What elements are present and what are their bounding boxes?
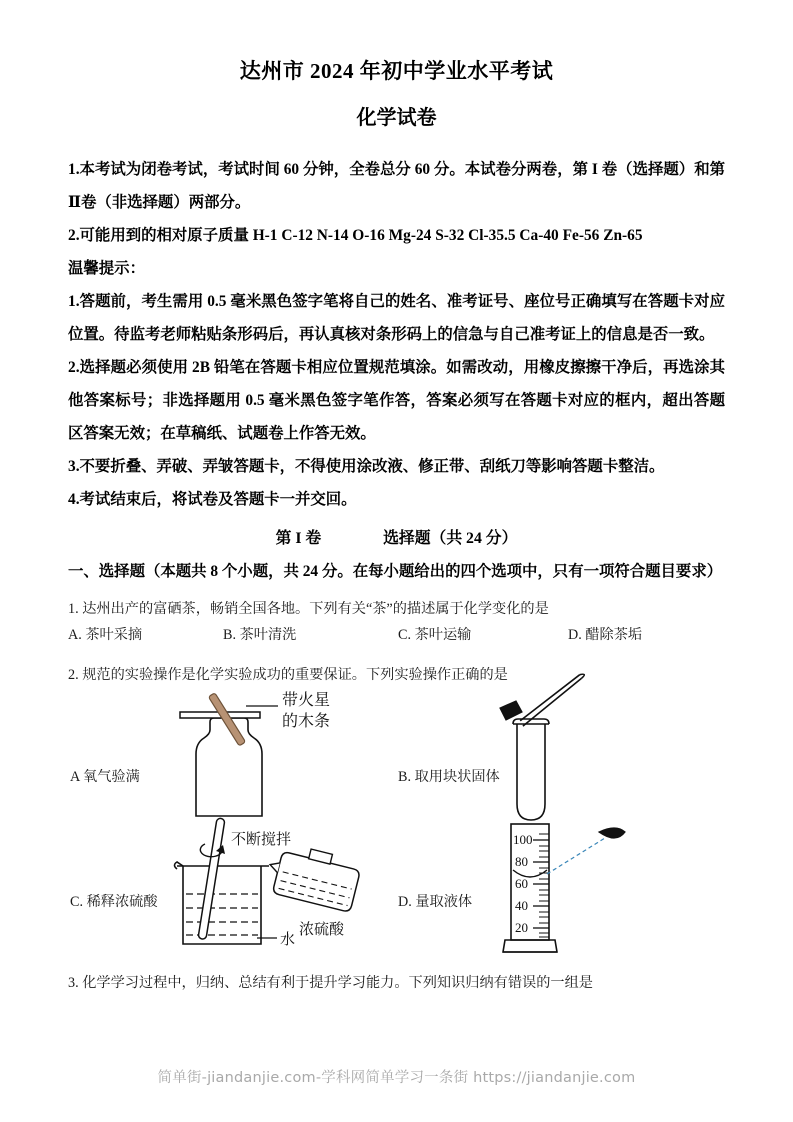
gas-jar-glowing-splint-figure — [158, 692, 373, 826]
option-key: B. — [223, 627, 237, 644]
option-key: B. — [398, 769, 412, 786]
question-3-stem — [68, 968, 725, 998]
option-label: 茶叶清洗 — [239, 627, 297, 644]
section-intro: 一、选择题（本题共 8 个小题，共 24 分。在每小题给出的四个选项中，只有一项符合题目要求） — [68, 563, 723, 581]
question-1-text: 达州出产的富硒茶，畅销全国各地。下列有关“茶”的描述属于化学变化的是 — [82, 601, 549, 618]
question-2-number: 2. — [68, 667, 79, 684]
question-3-text: 化学学习过程中，归纳、总结有利于提升学习能力。下列知识归纳有错误的一组是 — [82, 975, 593, 992]
option-label: 茶叶采摘 — [85, 627, 143, 644]
question-1-option-c[interactable] — [398, 624, 471, 644]
annotation-glowing-splint-line2: 的木条 — [282, 713, 331, 731]
annotation-keep-stirring: 不断搅拌 — [231, 832, 292, 849]
section-type-label: 选择题（共 24 分） — [383, 530, 518, 548]
question-1-option-a[interactable] — [68, 624, 142, 644]
question-2-option-c[interactable] — [70, 891, 158, 911]
option-label: 醋除茶垢 — [585, 627, 643, 644]
instruction-tip-2: 2.选择题必须使用 2B 铅笔在答题卡相应位置规范填涂。如需改动，用橡皮擦擦干净后，再选涂其他答案标号；非选择题用 0.5 毫米黑色签字笔作答，答案必须写在答题卡对应的框内，超出答题区答案无效；在草稿纸、试题卷上作答无效。 — [68, 359, 725, 443]
annotation-glowing-splint-line1: 带火星 — [282, 692, 331, 710]
option-key: C. — [398, 627, 412, 644]
annotation-water: 水 — [280, 932, 296, 949]
question-3-number: 3. — [68, 975, 79, 992]
instruction-line-2: 2.可能用到的相对原子质量 H-1 C-12 N-14 O-16 Mg-24 S-32 Cl-35.5 Ca-40 Fe-56 Zn-65 — [68, 227, 643, 245]
option-key: D. — [568, 627, 582, 644]
scale-tick-80: 80 — [515, 854, 528, 870]
instruction-tip-4: 4.考试结束后，将试卷及答题卡一并交回。 — [68, 491, 357, 509]
question-1-options — [68, 624, 725, 654]
instruction-tip-3: 3.不要折叠、弄破、弄皱答题卡，不得使用涂改液、修正带、刮纸刀等影响答题卡整洁。 — [68, 458, 665, 476]
section-header — [68, 522, 725, 555]
question-2-figure-options — [68, 694, 725, 962]
option-key: C. — [70, 894, 84, 911]
instruction-tip-1: 1.答题前，考生需用 0.5 毫米黑色签字笔将自己的姓名、准考证号、座位号正确填写在答题卡对应位置。待监考老师粘贴条形码后，再认真核对条形码上的信急与自己准考证上的信息是否一致。 — [68, 293, 725, 344]
option-label: 茶叶运输 — [414, 627, 472, 644]
option-key: A — [70, 769, 80, 786]
question-2-stem — [68, 660, 725, 690]
option-label: 稀释浓硫酸 — [86, 894, 158, 911]
page-subtitle: 化学试卷 — [356, 107, 437, 130]
section-volume-label: 第 I 卷 — [275, 530, 322, 548]
question-2-text: 规范的实验操作是化学实验成功的重要保证。下列实验操作正确的是 — [82, 667, 508, 684]
question-1-stem — [68, 594, 725, 624]
question-1-option-d[interactable] — [568, 624, 642, 644]
scale-tick-100: 100 — [513, 832, 533, 848]
option-label: 量取液体 — [415, 894, 473, 911]
scale-tick-60: 60 — [515, 876, 528, 892]
page-title: 达州市 2024 年初中学业水平考试 — [239, 59, 554, 83]
scale-tick-20: 20 — [515, 920, 528, 936]
question-1-number: 1. — [68, 601, 79, 618]
option-key: A. — [68, 627, 82, 644]
option-label: 取用块状固体 — [414, 769, 500, 786]
option-label: 氧气验满 — [83, 769, 140, 786]
annotation-concentrated-sulfuric-acid: 浓硫酸 — [299, 922, 345, 939]
question-2-option-d[interactable] — [398, 891, 472, 911]
question-2-option-b[interactable] — [398, 766, 500, 786]
scale-tick-40: 40 — [515, 898, 528, 914]
beaker-dilute-acid-figure — [153, 822, 388, 957]
instruction-tips-heading: 温馨提示： — [68, 260, 145, 278]
question-1-option-b[interactable] — [223, 624, 296, 644]
question-2-option-a[interactable] — [70, 766, 140, 786]
option-key: D. — [398, 894, 412, 911]
footer-watermark: 简单街-jiandanjie.com-学科网简单学习一条街 https://jiandanjie.com — [157, 1070, 636, 1086]
graduated-cylinder-eye-figure — [473, 822, 653, 962]
eye-icon — [599, 828, 625, 838]
test-tube-tweezers-figure — [486, 694, 636, 829]
instruction-line-1: 1.本考试为闭卷考试，考试时间 60 分钟，全卷总分 60 分。本试卷分两卷，第 I 卷（选择题）和第Ⅱ卷（非选择题）两部分。 — [68, 161, 725, 212]
